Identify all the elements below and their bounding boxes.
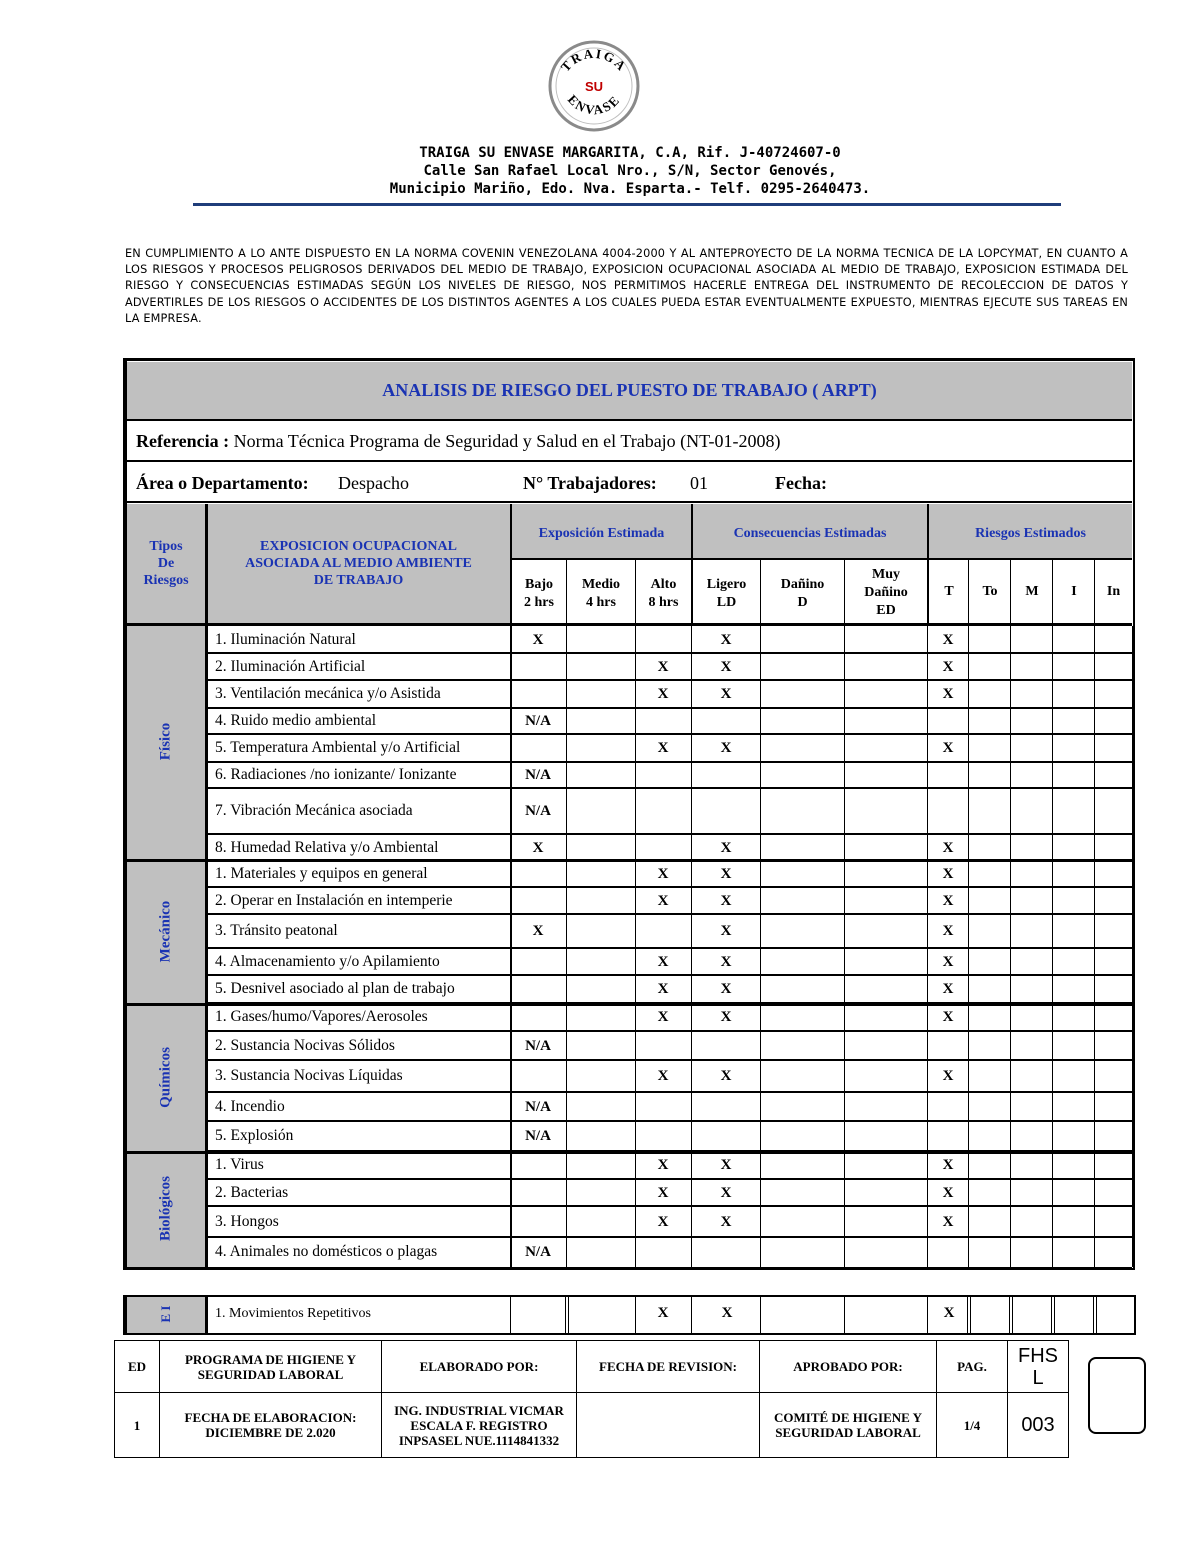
workers-label: N° Trabajadores: — [523, 473, 657, 493]
risk-row-label: 4. Almacenamiento y/o Apilamiento — [215, 952, 440, 970]
workers-value: 01 — [690, 473, 708, 493]
rule — [1093, 1297, 1094, 1333]
mark-ligero: X — [720, 892, 732, 909]
mark-bajo: N/A — [525, 803, 551, 819]
footer-elaborado-value: ING. INDUSTRIAL VICMAR ESCALA F. REGISTRO INPSASEL NUE.1114841332 — [382, 1393, 577, 1458]
mark-bajo: N/A — [525, 1128, 551, 1144]
mark-t: X — [942, 1068, 954, 1084]
company-logo — [548, 40, 640, 132]
mark-alto: X — [657, 866, 669, 882]
footer-ed-label: ED — [115, 1341, 160, 1393]
rule — [205, 652, 1132, 654]
rule — [205, 1059, 1132, 1061]
mark-ligero: X — [720, 839, 732, 856]
rule — [1012, 1297, 1013, 1333]
mark-bajo: N/A — [525, 1037, 551, 1054]
mark-alto: X — [657, 1184, 669, 1201]
rule — [566, 560, 567, 624]
rule — [1010, 626, 1011, 1267]
mark-t: X — [942, 1213, 954, 1230]
header-consecuencias: Consecuencias Estimadas — [733, 526, 887, 541]
header-tipos: Tipos De Riesgos — [143, 539, 189, 588]
mark-t: X — [942, 953, 954, 970]
mark-ligero: X — [720, 923, 732, 939]
rule — [205, 1236, 1132, 1238]
mark-bajo: N/A — [525, 1244, 551, 1260]
extra-row-label: 1. Movimientos Repetitivos — [215, 1306, 371, 1321]
extra-mark-alto: X — [657, 1305, 669, 1321]
risk-row-label: 2. Operar en Instalación en intemperie — [215, 891, 453, 909]
rule — [1096, 1297, 1097, 1333]
reference-label: Referencia : — [136, 431, 230, 451]
risk-row-label: 4. Incendio — [215, 1097, 285, 1115]
header-t: T — [944, 584, 954, 599]
blank-box — [1088, 1357, 1146, 1434]
rule — [760, 1297, 761, 1333]
rule — [968, 560, 969, 624]
rule — [844, 1297, 845, 1333]
footer-pag-label: PAG. — [937, 1341, 1008, 1393]
footer-fecha-rev-value — [577, 1393, 760, 1458]
risk-row-label: 7. Vibración Mecánica asociada — [215, 802, 413, 819]
mark-ligero: X — [720, 1157, 732, 1173]
reference-value: Norma Técnica Programa de Seguridad y Salud en el Trabajo (NT-01-2008) — [233, 431, 781, 451]
mark-alto: X — [657, 892, 669, 909]
rule — [205, 1205, 1132, 1207]
footer-elaborado-label: ELABORADO POR: — [382, 1341, 577, 1393]
mark-t: X — [942, 658, 954, 675]
risk-row-label: 1. Iluminación Natural — [215, 630, 356, 648]
company-line-3: Municipio Mariño, Edo. Nva. Esparta.- Telf. 0295-2640473. — [389, 181, 871, 197]
mark-ligero: X — [720, 1068, 732, 1084]
group-biologicos: Biológicos — [157, 1176, 174, 1242]
extra-group-label: E I — [158, 1305, 173, 1323]
company-header — [240, 144, 1020, 198]
rule — [205, 679, 1132, 681]
rule — [1009, 1297, 1010, 1333]
risk-row-label: 4. Animales no domésticos o plagas — [215, 1243, 438, 1260]
mark-bajo: N/A — [525, 713, 551, 729]
rule — [127, 1003, 1132, 1006]
header-riesgos: Riesgos Estimados — [975, 526, 1086, 541]
rule — [565, 1297, 566, 1333]
rule — [844, 626, 845, 1267]
header-exposicion: EXPOSICION OCUPACIONAL ASOCIADA AL MEDIO AMBIENTE DE TRABAJO — [245, 539, 472, 588]
mark-ligero: X — [720, 1009, 732, 1025]
mark-t: X — [942, 866, 954, 882]
rule — [205, 787, 1132, 789]
rule — [205, 886, 1132, 888]
area-label: Área o Departamento: — [136, 473, 309, 493]
header-muy-danino: Muy Dañino ED — [864, 567, 908, 618]
mark-alto: X — [657, 740, 669, 756]
rule — [205, 733, 1132, 735]
group-fisico: Físico — [157, 722, 174, 761]
rule — [1010, 560, 1011, 624]
footer-fecha-elab: FECHA DE ELABORACION: DICIEMBRE DE 2.020 — [160, 1393, 382, 1458]
header-exp-estimada: Exposición Estimada — [538, 526, 665, 541]
risk-row-label: 3. Hongos — [215, 1212, 279, 1230]
rule — [205, 761, 1132, 763]
rule — [1054, 1297, 1055, 1333]
footer-table — [114, 1340, 1069, 1458]
risk-row-label: 1. Materiales y equipos en general — [215, 865, 428, 882]
rule — [844, 560, 845, 624]
mark-ligero: X — [720, 658, 732, 675]
risk-row-label: 1. Virus — [215, 1156, 264, 1173]
rule — [205, 504, 208, 624]
company-line-1: TRAIGA SU ENVASE MARGARITA, C.A, Rif. J-40724607-0 — [419, 145, 841, 161]
logo-top-word: TRAIGA — [557, 45, 631, 75]
mark-alto: X — [657, 658, 669, 675]
rule — [967, 1297, 968, 1333]
risk-row-label: 5. Desnivel asociado al plan de trabajo — [215, 980, 455, 997]
header-m: M — [1025, 584, 1039, 599]
footer-number: 003 — [1008, 1393, 1069, 1458]
risk-row-label: 8. Humedad Relativa y/o Ambiental — [215, 838, 439, 856]
rule — [127, 1267, 1132, 1269]
group-mecanico: Mecánico — [157, 900, 174, 963]
mark-ligero: X — [720, 631, 732, 648]
risk-row-label: 3. Tránsito peatonal — [215, 922, 338, 939]
rule — [205, 1120, 1132, 1122]
rule — [1094, 560, 1095, 624]
risk-row-label: 3. Ventilación mecánica y/o Asistida — [215, 685, 441, 702]
mark-ligero: X — [720, 866, 732, 882]
rule — [760, 560, 761, 624]
reference-line — [136, 431, 781, 452]
risk-row-label: 6. Radiaciones /no ionizante/ Ionizante — [215, 766, 457, 783]
mark-ligero: X — [720, 981, 732, 997]
mark-bajo: X — [532, 631, 544, 648]
mark-bajo: N/A — [525, 1098, 551, 1115]
rule — [205, 974, 1132, 976]
mark-t: X — [942, 981, 954, 997]
mark-alto: X — [657, 1213, 669, 1230]
footer-aprobado-label: APROBADO POR: — [760, 1341, 937, 1393]
rule — [760, 626, 761, 1267]
mark-alto: X — [657, 1068, 669, 1084]
rule — [1094, 626, 1095, 1267]
mark-bajo: X — [532, 923, 544, 939]
risk-row-label: 4. Ruido medio ambiental — [215, 712, 377, 729]
company-line-2: Calle San Rafael Local Nro., S/N, Sector Genovés, — [423, 163, 837, 179]
rule — [510, 1297, 511, 1333]
mark-alto: X — [657, 686, 669, 702]
footer-aprobado-value: COMITÉ DE HIGIENE Y SEGURIDAD LABORAL — [760, 1393, 937, 1458]
mark-ligero: X — [720, 953, 732, 970]
risk-row-label: 3. Sustancia Nocivas Líquidas — [215, 1067, 403, 1084]
header-to: To — [982, 584, 998, 599]
group-quimicos: Químicos — [157, 1047, 174, 1108]
risk-row-label: 5. Explosión — [215, 1127, 294, 1144]
rule — [205, 1091, 1132, 1093]
footer-fecha-rev-label: FECHA DE REVISION: — [577, 1341, 760, 1393]
header-bajo: Bajo 2 hrs — [524, 577, 554, 610]
mark-alto: X — [657, 1157, 669, 1173]
risk-row-label: 2. Bacterias — [215, 1183, 289, 1201]
risk-row-label: 1. Gases/humo/Vapores/Aerosoles — [215, 1008, 428, 1025]
extra-mark-ligero: X — [721, 1305, 733, 1321]
rule — [635, 560, 636, 624]
header-medio: Medio 4 hrs — [581, 577, 621, 610]
rule — [127, 859, 1132, 862]
risk-row-label: 2. Sustancia Nocivas Sólidos — [215, 1036, 395, 1054]
rule — [927, 1297, 928, 1333]
rule — [127, 419, 1132, 421]
header-i: I — [1071, 584, 1077, 599]
logo-bottom-word: ENVASE — [564, 91, 624, 118]
rule — [691, 504, 693, 624]
rule — [1052, 626, 1053, 1267]
rule — [205, 626, 208, 1267]
rule — [1052, 560, 1053, 624]
mark-t: X — [942, 923, 954, 939]
arpt-title: ANALISIS DE RIESGO DEL PUESTO DE TRABAJO ( ARPT) — [382, 380, 877, 400]
rule — [568, 1297, 569, 1333]
mark-alto: X — [657, 1009, 669, 1025]
footer-code: FHS L — [1008, 1341, 1069, 1393]
rule — [205, 913, 1132, 915]
intro-paragraph: EN CUMPLIMIENTO A LO ANTE DISPUESTO EN LA NORMA COVENIN VENEZOLANA 4004-2000 Y AL ANTEPROYECTO DE LA NORMA TECNICA DE LA LOPCYMAT, EN CUANTO A LOS RIESGOS Y PROCESOS PELIGROSOS DERIVADOS DEL MEDIO DE TRABAJO, EXPOSICION OCUPACIONAL ASOCIADA AL MEDIO DE TRABAJO, EXPOSICION ESTIMADA DEL RIESGO Y CONSECUENCIAS ESTIMADAS SEGÚN LOS NIVELES DE RIESGO, NOS PERMITIMOS HACERLE ENTREGA DEL INSTRUMENTO DE RECOLECCION DE DATOS Y ADVERTIRLES DE LOS RIESGOS O ACCIDENTES DE LOS DISTINTOS AGENTES A LOS CUALES PUEDA ESTAR EVENTUALMENTE EXPUESTO, MIENTRAS EJECUTE SUS TAREAS EN LA EMPRESA. — [125, 247, 1128, 325]
footer-ed-value: 1 — [115, 1393, 160, 1458]
date-label: Fecha: — [775, 473, 827, 493]
mark-t: X — [942, 1184, 954, 1201]
area-value: Despacho — [338, 473, 409, 493]
mark-t: X — [942, 686, 954, 702]
footer-pag-value: 1/4 — [937, 1393, 1008, 1458]
rule — [127, 501, 1132, 503]
rule — [205, 707, 1132, 709]
mark-ligero: X — [720, 740, 732, 756]
mark-ligero: X — [720, 1213, 732, 1230]
rule — [1132, 626, 1133, 1267]
logo-mid-word: SU — [584, 79, 604, 94]
header-alto: Alto 8 hrs — [648, 577, 679, 610]
risk-row-label: 2. Iluminación Artificial — [215, 657, 366, 675]
rule — [205, 833, 1132, 835]
rule — [205, 1030, 1132, 1032]
rule — [205, 1297, 208, 1333]
mark-ligero: X — [720, 686, 732, 702]
mark-alto: X — [657, 953, 669, 970]
mark-alto: X — [657, 981, 669, 997]
rule — [510, 504, 512, 624]
rule — [510, 558, 1132, 560]
rule — [1051, 1297, 1052, 1333]
footer-programa: PROGRAMA DE HIGIENE Y SEGURIDAD LABORAL — [160, 1341, 382, 1393]
header-in: In — [1106, 584, 1121, 599]
rule — [127, 460, 1132, 462]
rule — [691, 1297, 692, 1333]
mark-t: X — [942, 1157, 954, 1173]
rule — [205, 1178, 1132, 1180]
mark-bajo: X — [532, 839, 544, 856]
rule — [927, 504, 929, 624]
rule — [127, 623, 1132, 626]
mark-bajo: N/A — [525, 767, 551, 783]
mark-ligero: X — [720, 1184, 732, 1201]
rule — [970, 1297, 971, 1333]
mark-t: X — [942, 740, 954, 756]
rule — [635, 1297, 636, 1333]
header-danino: Dañino D — [780, 577, 825, 610]
extra-mark-t: X — [943, 1305, 955, 1321]
risk-row-label: 5. Temperatura Ambiental y/o Artificial — [215, 739, 461, 756]
rule — [205, 947, 1132, 949]
header-ligero: Ligero LD — [706, 577, 747, 610]
mark-t: X — [942, 892, 954, 909]
mark-t: X — [942, 839, 954, 856]
mark-t: X — [942, 1009, 954, 1025]
rule — [127, 1151, 1132, 1154]
header-divider — [193, 203, 1061, 206]
mark-t: X — [942, 631, 954, 648]
